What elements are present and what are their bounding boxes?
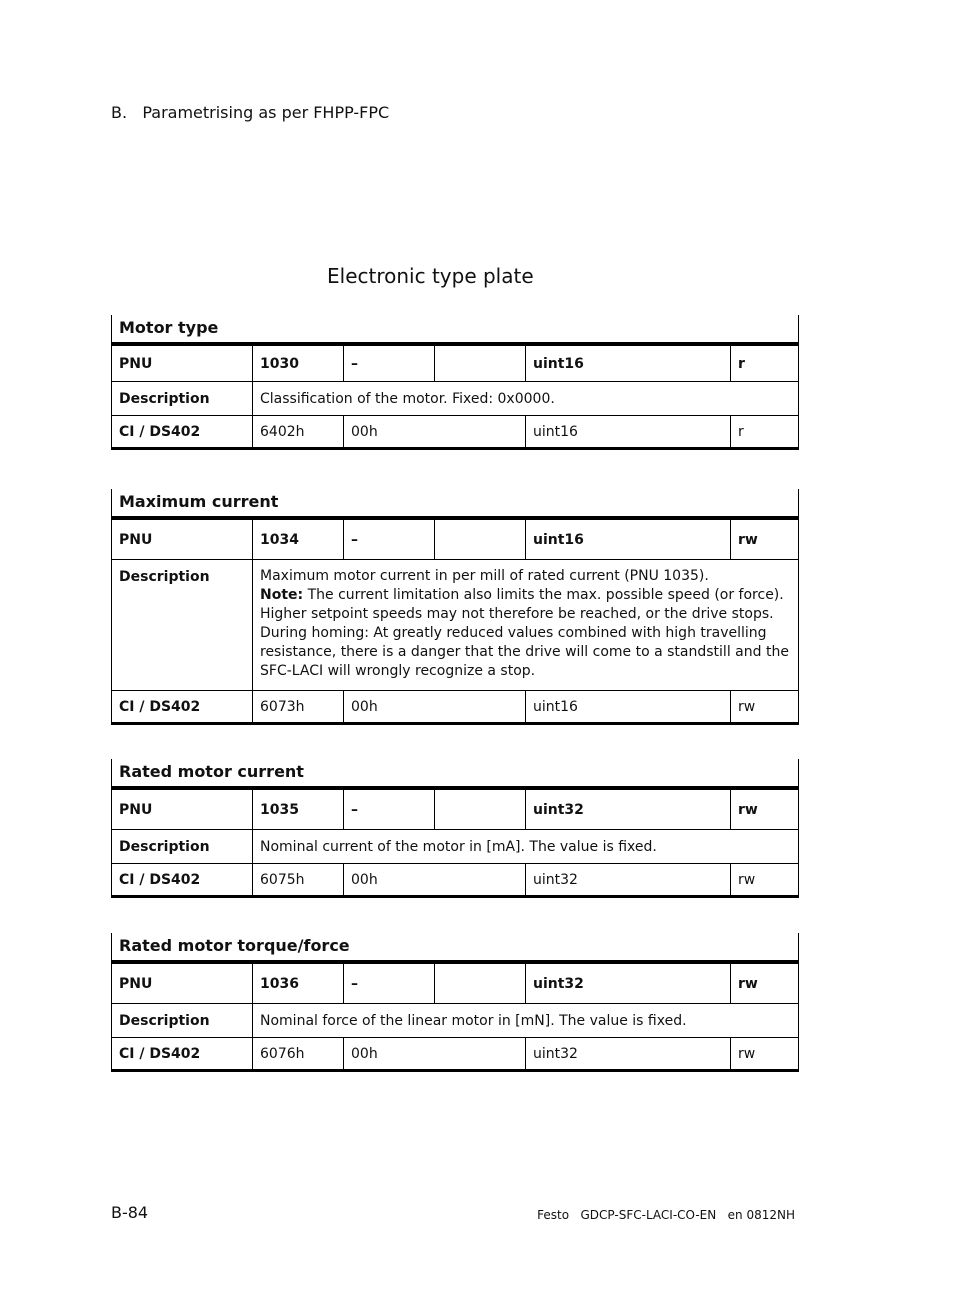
- ci-index: 6073h: [253, 691, 344, 722]
- ci-type: uint32: [526, 1038, 731, 1069]
- pnu-label: PNU: [112, 520, 253, 559]
- description-first-line: Maximum motor current in per mill of rated current (PNU 1035).: [260, 568, 709, 584]
- pnu-number: 1035: [253, 790, 344, 829]
- pnu-type: uint32: [526, 964, 731, 1003]
- pnu-label: PNU: [112, 346, 253, 381]
- page-number: B-84: [111, 1203, 149, 1222]
- table-title: Rated motor current: [111, 759, 799, 790]
- description-text: Classification of the motor. Fixed: 0x0000.: [260, 390, 555, 407]
- description-label: Description: [112, 560, 253, 690]
- pnu-access: rw: [738, 531, 758, 548]
- pnu-access: rw: [738, 801, 758, 818]
- section-title: Electronic type plate: [327, 264, 534, 288]
- ci-type: uint16: [526, 416, 731, 447]
- pnu-subindex: –: [344, 346, 435, 381]
- page-header: [111, 103, 389, 122]
- ci-subindex: 00h: [344, 691, 526, 722]
- pnu-type: uint16: [526, 346, 731, 381]
- note-label: Note:: [260, 587, 304, 603]
- ci-access: rw: [738, 1045, 756, 1062]
- description-label: Description: [112, 830, 253, 863]
- description-text: [253, 560, 798, 690]
- description-text: Nominal force of the linear motor in [mN]. The value is fixed.: [260, 1012, 687, 1029]
- param-table-maximum-current: [111, 489, 799, 725]
- param-table-rated-motor-current: [111, 759, 799, 898]
- description-label: Description: [112, 1004, 253, 1037]
- ci-row: [111, 416, 799, 450]
- table-title: Motor type: [111, 315, 799, 346]
- ci-label: CI / DS402: [112, 864, 253, 895]
- ci-index: 6076h: [253, 1038, 344, 1069]
- ci-subindex: 00h: [344, 864, 526, 895]
- pnu-subindex: –: [344, 964, 435, 1003]
- chapter-title: Parametrising as per FHPP-FPC: [142, 103, 390, 122]
- ci-subindex: 00h: [344, 1038, 526, 1069]
- ci-row: [111, 1038, 799, 1072]
- pnu-access: r: [738, 355, 745, 372]
- description-homing: During homing: At greatly reduced values combined with high travelling resistance, there is a danger that the drive will come to a standstill and the SFC-LACI will wrongly recognize a stop.: [260, 625, 789, 679]
- description-row: [111, 830, 799, 864]
- ci-row: [111, 691, 799, 725]
- pnu-subindex: –: [344, 520, 435, 559]
- pnu-blank: [435, 346, 526, 381]
- pnu-blank: [435, 790, 526, 829]
- pnu-blank: [435, 520, 526, 559]
- pnu-blank: [435, 964, 526, 1003]
- pnu-row: [111, 346, 799, 382]
- document-id: Festo GDCP-SFC-LACI-CO-EN en 0812NH: [537, 1208, 795, 1222]
- description-row: [111, 560, 799, 691]
- pnu-type: uint16: [526, 520, 731, 559]
- pnu-row: [111, 790, 799, 830]
- pnu-label: PNU: [112, 790, 253, 829]
- ci-access: r: [738, 423, 744, 440]
- description-row: [111, 1004, 799, 1038]
- pnu-number: 1034: [253, 520, 344, 559]
- ci-row: [111, 864, 799, 898]
- pnu-number: 1036: [253, 964, 344, 1003]
- chapter-letter: B.: [111, 103, 128, 122]
- ci-label: CI / DS402: [112, 691, 253, 722]
- description-row: [111, 382, 799, 416]
- table-title: Rated motor torque/force: [111, 933, 799, 964]
- description-text: Nominal current of the motor in [mA]. The value is fixed.: [260, 838, 657, 855]
- ci-type: uint16: [526, 691, 731, 722]
- ci-label: CI / DS402: [112, 1038, 253, 1069]
- pnu-type: uint32: [526, 790, 731, 829]
- ci-subindex: 00h: [344, 416, 526, 447]
- ci-index: 6402h: [253, 416, 344, 447]
- ci-type: uint32: [526, 864, 731, 895]
- table-title: Maximum current: [111, 489, 799, 520]
- ci-index: 6075h: [253, 864, 344, 895]
- param-table-rated-motor-torque-force: [111, 933, 799, 1072]
- description-label: Description: [112, 382, 253, 415]
- pnu-row: [111, 964, 799, 1004]
- pnu-access: rw: [738, 975, 758, 992]
- pnu-subindex: –: [344, 790, 435, 829]
- ci-access: rw: [738, 871, 756, 888]
- ci-label: CI / DS402: [112, 416, 253, 447]
- pnu-row: [111, 520, 799, 560]
- pnu-label: PNU: [112, 964, 253, 1003]
- pnu-number: 1030: [253, 346, 344, 381]
- param-table-motor-type: [111, 315, 799, 450]
- ci-access: rw: [738, 698, 756, 715]
- note-text: The current limitation also limits the max. possible speed (or force). Higher setpoint speeds may not therefore be reached, or the drive stops.: [260, 587, 784, 622]
